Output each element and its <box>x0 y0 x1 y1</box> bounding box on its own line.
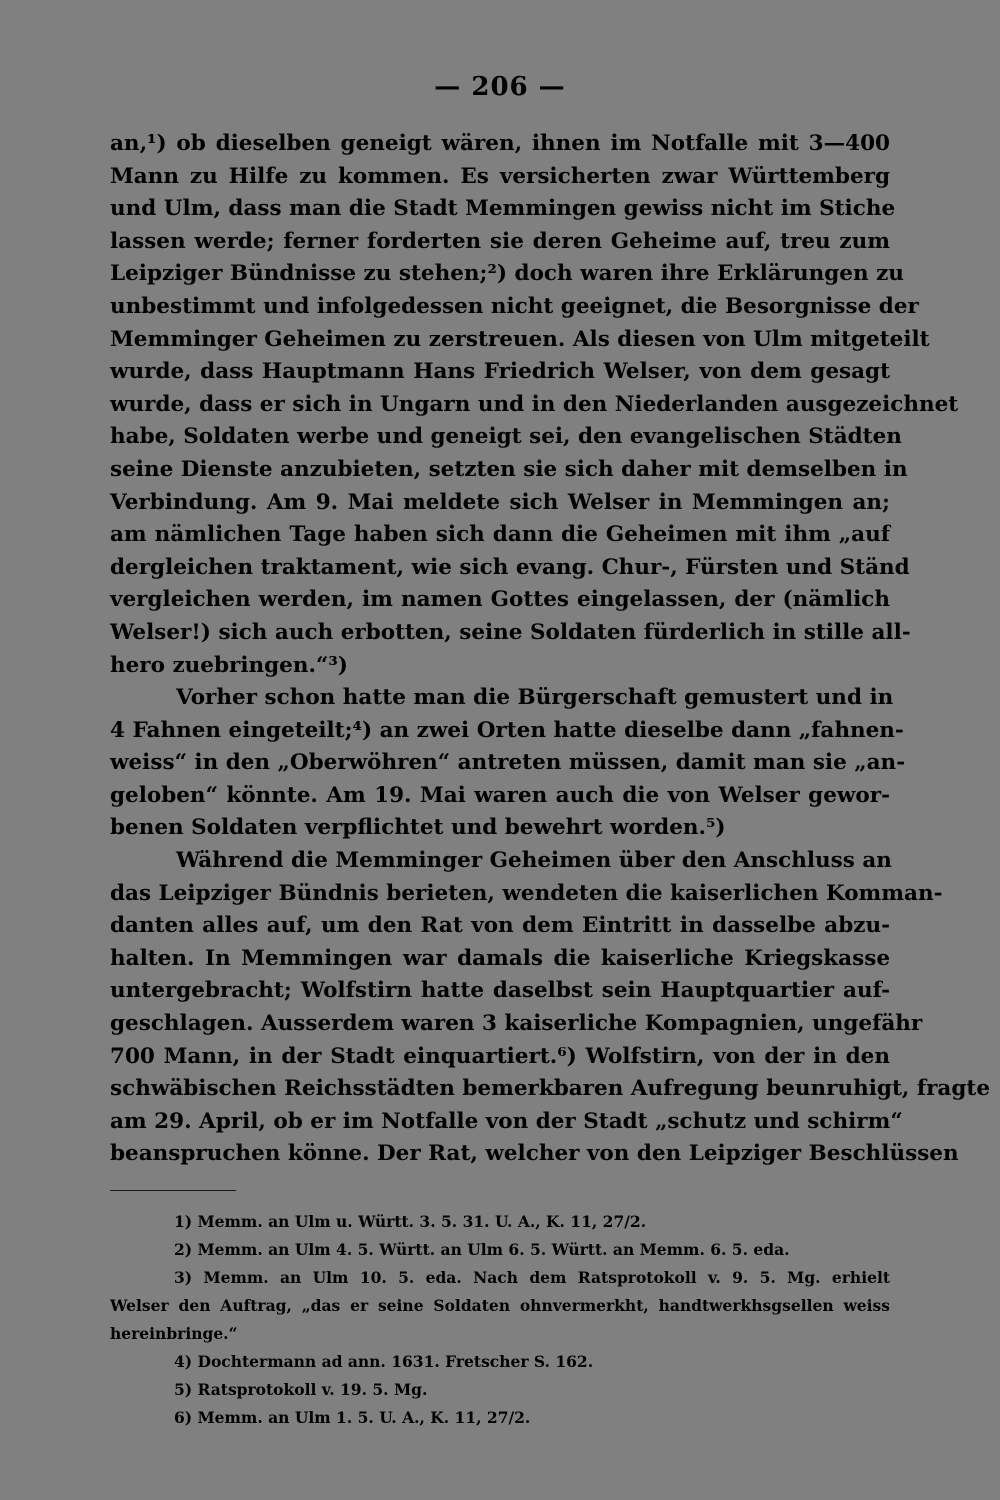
footnote-line: 5) Ratsprotokoll v. 19. 5. Mg. <box>174 1380 428 1399</box>
text-line: Vorher schon hatte man die Bürgerschaft gemustert und in <box>176 685 894 711</box>
text-line: Memminger Geheimen zu zerstreuen. Als diesen von Ulm mitgeteilt <box>110 326 930 352</box>
page-number: — 206 — <box>434 72 566 102</box>
text-line: halten. In Memmingen war damals die kaiserliche Kriegskasse <box>110 945 890 971</box>
text-line: am nämlichen Tage haben sich dann die Geheimen mit ihm „auf <box>110 522 890 548</box>
text-line: benen Soldaten verpflichtet und bewehrt worden.⁵) <box>110 815 726 841</box>
text-line: an,¹) ob dieselben geneigt wären, ihnen im Notfalle mit 3—400 <box>110 131 890 156</box>
text-line: schwäbischen Reichsstädten bemerkbaren Aufregung beunruhigt, fragte <box>110 1076 991 1102</box>
body-text <box>110 128 991 1171</box>
text-line: Während die Memminger Geheimen über den Anschluss an <box>176 848 892 874</box>
text-line: geschlagen. Ausserdem waren 3 kaiserliche Kompagnien, ungefähr <box>110 1011 923 1037</box>
text-line: geloben“ könnte. Am 19. Mai waren auch die von Welser gewor- <box>110 782 890 808</box>
text-line: 4 Fahnen eingeteilt;⁴) an zwei Orten hatte dieselbe dann „fahnen- <box>110 717 904 743</box>
text-line: wurde, dass er sich in Ungarn und in den Niederlanden ausgezeichnet <box>110 391 959 417</box>
text-line: wurde, dass Hauptmann Hans Friedrich Welser, von dem gesagt <box>110 359 890 385</box>
text-line: Leipziger Bündnisse zu stehen;²) doch waren ihre Erklärungen zu <box>110 261 904 287</box>
text-line: Welser!) sich auch erbotten, seine Soldaten fürderlich in stille all- <box>110 619 911 645</box>
text-line: Verbindung. Am 9. Mai meldete sich Welser in Memmingen an; <box>110 489 890 515</box>
text-line: weiss“ in den „Oberwöhren“ antreten müssen, damit man sie „an- <box>110 750 906 776</box>
text-line: hero zuebringen.“³) <box>110 652 348 678</box>
footnote-divider <box>110 1190 236 1191</box>
footnote-line: 4) Dochtermann ad ann. 1631. Fretscher S. 162. <box>174 1352 594 1371</box>
text-line: habe, Soldaten werbe und geneigt sei, den evangelischen Städten <box>110 424 902 450</box>
text-line: beanspruchen könne. Der Rat, welcher von den Leipziger Beschlüssen <box>110 1141 959 1167</box>
footnote-line: 6) Memm. an Ulm 1. 5. U. A., K. 11, 27/2. <box>174 1408 531 1427</box>
footnotes <box>110 1208 890 1432</box>
footnote-line: hereinbringe.“ <box>110 1324 238 1343</box>
text-line: 700 Mann, in der Stadt einquartiert.⁶) Wolfstirn, von der in den <box>110 1043 890 1069</box>
text-line: das Leipziger Bündnis berieten, wendeten die kaiserlichen Komman- <box>110 880 943 906</box>
footnote-line: 1) Memm. an Ulm u. Württ. 3. 5. 31. U. A., K. 11, 27/2. <box>174 1212 647 1231</box>
text-line: Mann zu Hilfe zu kommen. Es versicherten zwar Württemberg <box>110 163 890 189</box>
text-line: dergleichen traktament, wie sich evang. Chur-, Fürsten und Ständ <box>110 554 910 580</box>
text-line: seine Dienste anzubieten, setzten sie sich daher mit demselben in <box>110 456 908 482</box>
footnote-line: 2) Memm. an Ulm 4. 5. Württ. an Ulm 6. 5. Württ. an Memm. 6. 5. eda. <box>174 1240 790 1259</box>
text-line: unbestimmt und infolgedessen nicht geeignet, die Besorgnisse der <box>110 293 919 319</box>
text-line: am 29. April, ob er im Notfalle von der Stadt „schutz und schirm“ <box>110 1108 903 1134</box>
text-line: untergebracht; Wolfstirn hatte daselbst sein Hauptquartier auf- <box>110 978 890 1004</box>
text-line: danten alles auf, um den Rat von dem Eintritt in dasselbe abzu- <box>110 913 890 939</box>
footnote-line: 3) Memm. an Ulm 10. 5. eda. Nach dem Ratsprotokoll v. 9. 5. Mg. erhielt <box>174 1268 890 1287</box>
text-line: und Ulm, dass man die Stadt Memmingen gewiss nicht im Stiche <box>110 196 896 222</box>
text-line: lassen werde; ferner forderten sie deren Geheime auf, treu zum <box>110 228 890 254</box>
text-line: vergleichen werden, im namen Gottes eingelassen, der (nämlich <box>110 587 890 613</box>
footnote-line: Welser den Auftrag, „das er seine Soldaten ohnvermerkht, handtwerkhsgsellen weiss <box>110 1296 890 1315</box>
